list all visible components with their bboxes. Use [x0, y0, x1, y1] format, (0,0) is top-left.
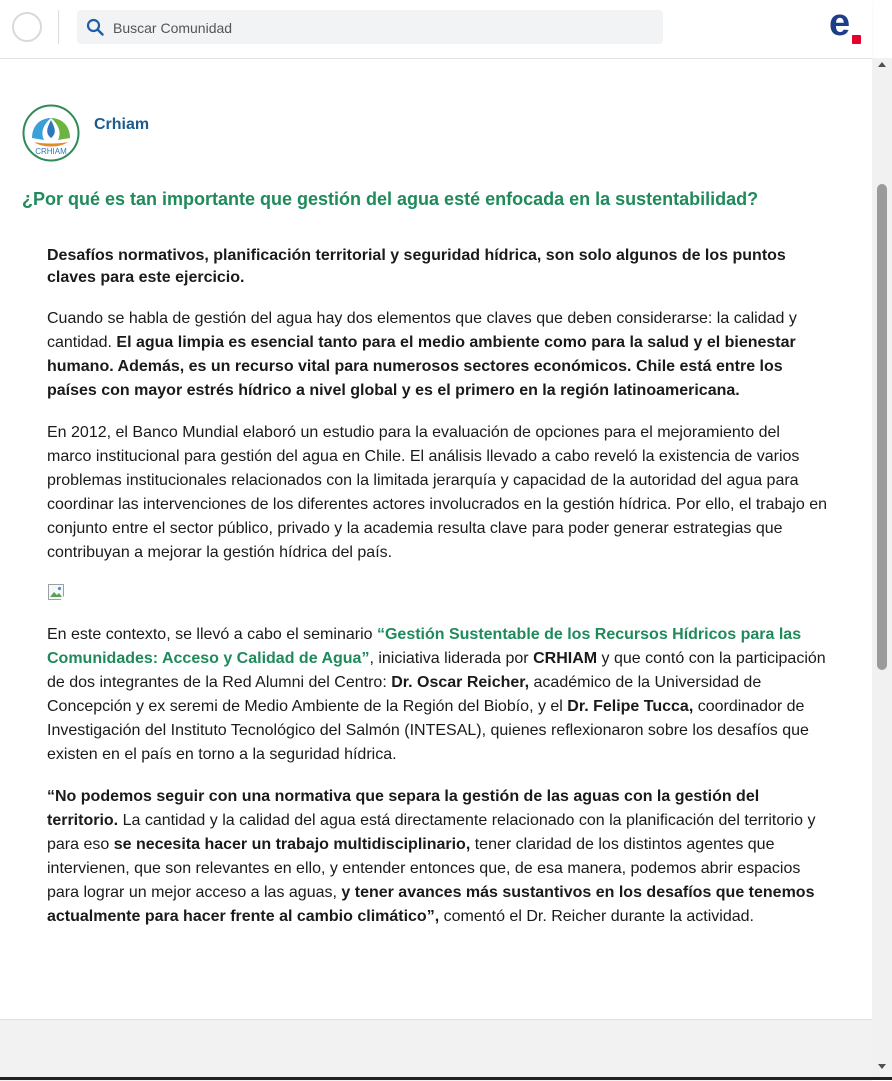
- crhiam-bold: CRHIAM: [533, 650, 598, 667]
- user-avatar[interactable]: [12, 12, 42, 42]
- paragraph-4-text-a: La cantidad y la calidad del agua está directamente relacionado con la planificación del territorio y para eso: [47, 812, 816, 853]
- brand-logo-dot: [852, 35, 861, 44]
- article-content: [0, 59, 872, 1019]
- search-box[interactable]: [77, 10, 663, 44]
- brand-logo[interactable]: [829, 2, 863, 45]
- quote-2: se necesita hacer un trabajo multidisciplinario,: [113, 836, 471, 853]
- paragraph-2: En 2012, el Banco Mundial elaboró un estudio para la evaluación de opciones para el mejoramiento del marco institucional para gestión del agua en Chile. El análisis llevado a cabo reveló la existencia de varios problemas institucionales relacionados con la limitada jerarquía y capacidad de la autoridad del agua para coordinar las intervenciones de los diferentes actores involucrados en la gestión hídrica. Por ello, el trabajo en conjunto entre el sector público, privado y la academia resulta clave para poder generar estrategias que contribuyan a mejorar la gestión hídrica del país.: [47, 424, 827, 561]
- paragraph-1: [47, 307, 827, 403]
- paragraph-3-text-b: , iniciativa liderada por: [369, 650, 534, 667]
- scroll-down-arrow-icon[interactable]: [878, 1064, 886, 1069]
- author-logo-text: CRHIAM: [35, 147, 67, 156]
- brand-logo-letter: e: [829, 2, 851, 44]
- vertical-scrollbar[interactable]: [872, 58, 892, 1080]
- seminar-link[interactable]: “Gestión Sustentable de los Recursos Hídricos para las Comunidades: Acceso y Calidad de Agua”: [47, 626, 802, 667]
- paragraph-1-text: Cuando se habla de gestión del agua hay dos elementos que claves que deben considerarse: la calidad y cantidad.: [47, 310, 797, 351]
- author-logo[interactable]: [22, 104, 80, 162]
- article-lead: Desafíos normativos, planificación territorial y seguridad hídrica, son solo algunos de los puntos claves para este ejercicio.: [47, 247, 786, 286]
- oscar-reicher-bold: Dr. Oscar Reicher,: [391, 674, 530, 691]
- paragraph-1-bold: El agua limpia es esencial tanto para el medio ambiente como para la salud y el bienestar humano. Además, es un recurso vital para numerosos sectores económicos. Chile está entre los países con mayor estrés hídrico a nivel global y es el primero en la región latinoamericana.: [47, 334, 796, 399]
- paragraph-4: [47, 785, 827, 929]
- article-title: ¿Por qué es tan importante que gestión del agua esté enfocada en la sustentabilidad?: [22, 189, 759, 209]
- scroll-up-arrow-icon[interactable]: [878, 62, 886, 67]
- header-divider: [58, 10, 59, 44]
- paragraph-3-text-a: En este contexto, se llevó a cabo el seminario: [47, 626, 377, 643]
- paragraph-3-text-d: académico de la Universidad de Concepción y ex seremi de Medio Ambiente de la Región del Biobío, y el: [47, 674, 762, 715]
- search-icon: [86, 18, 104, 36]
- footer-area: [0, 1019, 872, 1081]
- felipe-tucca-bold: Dr. Felipe Tucca,: [567, 698, 694, 715]
- quote-3: y tener avances más sustantivos en los desafíos que tenemos actualmente para hacer frente al cambio climático”,: [47, 884, 815, 925]
- paragraph-3: [47, 623, 827, 767]
- author-name[interactable]: Crhiam: [94, 116, 150, 133]
- broken-image-icon: [47, 583, 67, 603]
- top-bar: [0, 0, 872, 59]
- search-input[interactable]: [111, 10, 655, 46]
- paragraph-3-text-e: coordinador de Investigación del Instituto Tecnológico del Salmón (INTESAL), quienes reflexionaron sobre los desafíos que existen en el país en torno a la seguridad hídrica.: [47, 698, 809, 763]
- quote-1: “No podemos seguir con una normativa que separa la gestión de las aguas con la gestión del territorio.: [47, 788, 760, 829]
- paragraph-4-text-b: tener claridad de los distintos agentes que intervienen, que son relevantes en ello, y entender entonces que, de esa manera, podemos abrir espacios para lograr un mejor acceso a las aguas,: [47, 836, 801, 901]
- article-body: [47, 245, 827, 947]
- paragraph-3-text-c: y que contó con la participación de dos integrantes de la Red Alumni del Centro:: [47, 650, 826, 691]
- paragraph-4-text-c: comentó el Dr. Reicher durante la actividad.: [439, 908, 754, 925]
- scrollbar-thumb[interactable]: [877, 184, 887, 670]
